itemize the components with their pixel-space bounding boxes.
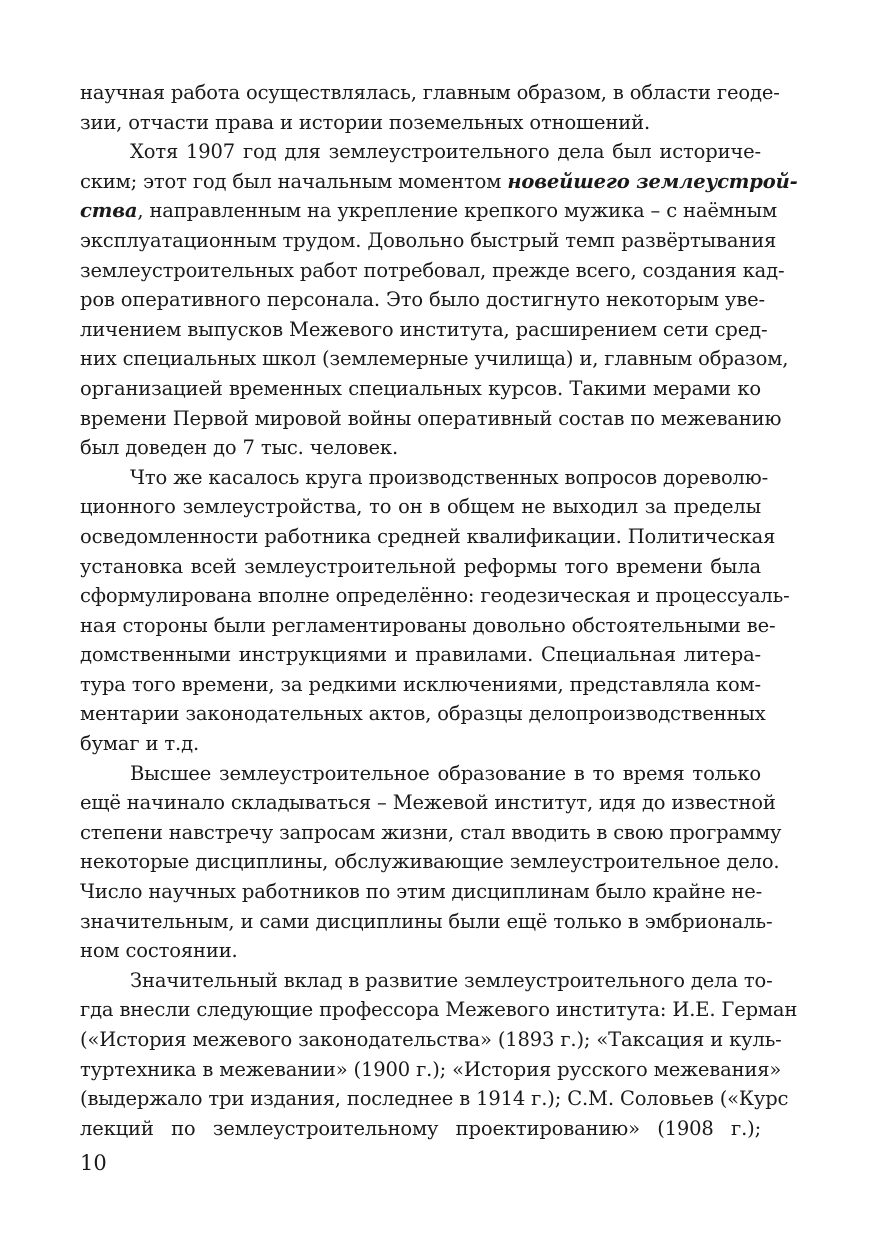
text-line: ном состоянии. [80, 939, 238, 963]
text-line: домственными инструкциями и правилами. Специальная литера- [80, 643, 761, 667]
paragraph-4 [80, 759, 782, 966]
text-line: Хотя 1907 год для землеустроительного дела был историче- [130, 140, 761, 164]
text-line: Значительный вклад в развитие землеустроительного дела то- [130, 968, 773, 992]
text-line: тура того времени, за редкими исключениями, представляла ком- [80, 672, 761, 696]
paragraph-3 [80, 463, 790, 759]
text-line: Высшее землеустроительное образование в то время только [130, 761, 761, 785]
text-line: эксплуатационным трудом. Довольно быстрый темп развёртывания [80, 228, 777, 252]
text-line: осведомленности работника средней квалификации. Политическая [80, 524, 776, 548]
body-text [80, 78, 798, 1143]
text-line: ная стороны были регламентированы довольно обстоятельными ве- [80, 613, 776, 637]
page-number: 10 [80, 1151, 107, 1175]
text-line: научная работа осуществлялась, главным образом, в области геоде- [80, 81, 780, 104]
text-line: землеустроительных работ потребовал, прежде всего, создания кад- [80, 258, 785, 282]
emphasized-term: ства [80, 199, 138, 223]
text-line [80, 167, 798, 197]
text-line: туртехника в межевании» (1900 г.); «История русского межевания» [80, 1057, 782, 1081]
text-line: организацией временных специальных курсов. Такими мерами ко [80, 376, 761, 400]
text-segment: ским; этот год был начальным моментом [80, 169, 508, 193]
paragraph-5 [80, 966, 798, 1144]
text-line: («История межевого законодательства» (1893 г.); «Таксация и куль- [80, 1028, 782, 1051]
paragraph-2 [80, 137, 798, 463]
text-line: ещё начинало складываться – Межевой институт, идя до известной [80, 791, 776, 815]
text-line: установка всей землеустроительной реформы того времени была [80, 554, 761, 578]
text-line: Что же касалось круга производственных вопросов дореволю- [130, 465, 769, 489]
text-line: некоторые дисциплины, обслуживающие землеустроительное дело. [80, 850, 780, 874]
text-line: гда внесли следующие профессора Межевого института: И.Е. Герман [80, 998, 798, 1022]
text-line [80, 196, 777, 226]
text-line: ментарии законодательных актов, образцы делопроизводственных [80, 702, 766, 726]
text-line: был доведен до 7 тыс. человек. [80, 436, 398, 460]
text-line: ров оперативного персонала. Это было достигнуто некоторым уве- [80, 288, 765, 312]
text-segment: , направленным на укрепление крепкого мужика – с наёмным [137, 199, 777, 223]
text-line: сформулирована вполне определённо: геодезическая и процессуаль- [80, 584, 790, 608]
text-line: (выдержало три издания, последнее в 1914 г.); С.М. Соловьев («Курс [80, 1087, 789, 1111]
text-line: лекций по землеустроительному проектированию» (1908 г.); [80, 1116, 761, 1140]
text-line: личением выпусков Межевого института, расширением сети сред- [80, 317, 768, 341]
text-line: степени навстречу запросам жизни, стал вводить в свою программу [80, 820, 782, 844]
paragraph-1 [80, 78, 780, 137]
text-line: Число научных работников по этим дисциплинам было крайне не- [80, 880, 763, 904]
emphasized-term: новейшего землеустрой- [507, 169, 798, 193]
text-line: ционного землеустройства, то он в общем не выходил за пределы [80, 495, 761, 519]
text-line: времени Первой мировой войны оперативный состав по межеванию [80, 406, 782, 430]
text-line: значительным, и сами дисциплины были ещё только в эмбриональ- [80, 909, 773, 933]
text-line: зии, отчасти права и истории поземельных отношений. [80, 110, 651, 134]
text-line: них специальных школ (землемерные училища) и, главным образом, [80, 347, 789, 371]
text-line: бумаг и т.д. [80, 732, 200, 756]
